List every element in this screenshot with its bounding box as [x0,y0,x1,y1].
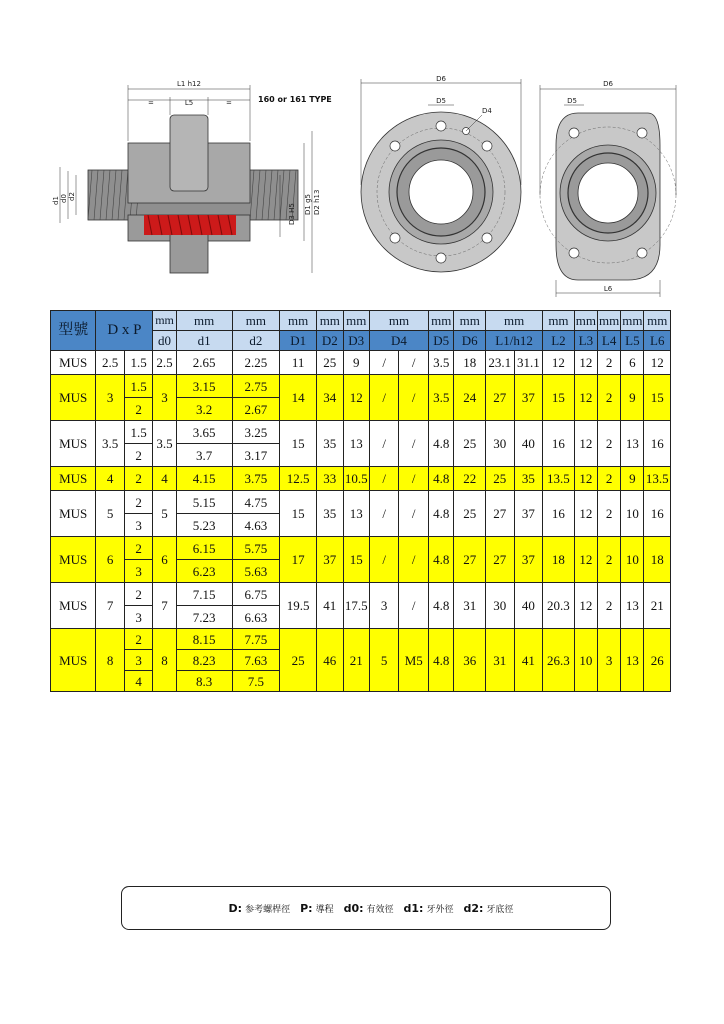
d1-cell: 5.23 [176,514,232,537]
pitch-cell: 3 [124,606,153,629]
d1-cell: 7.15 [176,583,232,606]
table-cell: 17.5 [343,583,369,629]
d0-cell: 5 [153,491,176,537]
table-cell: 9 [621,375,644,421]
spec-table [50,310,671,692]
table-cell: 10.5 [343,467,369,491]
table-cell: 16 [644,491,671,537]
d2-cell: 3.17 [232,444,280,467]
table-cell: 2 [598,583,621,629]
table-cell: 12 [574,491,597,537]
svg-text:=: = [148,99,154,107]
table-cell: 13 [621,583,644,629]
table-cell: 35 [514,467,543,491]
table-cell: / [369,537,399,583]
d1-cell: 8.23 [176,650,232,671]
legend-key: D: [228,901,243,915]
table-cell: 18 [454,351,486,375]
legend-text: 導程 [315,904,334,915]
l1-label: L1 h12 [177,80,201,88]
table-cell: 21 [343,629,369,692]
d2-cell: 6.75 [232,583,280,606]
d0-cell: 8 [153,629,176,692]
table-row [51,375,671,398]
table-cell: 15 [543,375,575,421]
svg-text:L6: L6 [603,285,613,293]
model-cell: MUS [51,421,96,467]
table-header: 型號 D x P mm mm mm mm mm mm mm mm mm mm mm mm mm mm mm d0 d1 d2 D1 D2 D3 D4 D5 D6 L1/h12 L2 L3 L4 L5 L6 [51,311,671,351]
legend-text: 有效徑 [366,904,394,915]
table-cell: 12 [574,583,597,629]
table-cell: 4.8 [429,467,454,491]
table-cell: 24 [454,375,486,421]
table-cell: 41 [514,629,543,692]
d0-cell: 3.5 [153,421,176,467]
table-cell: 34 [317,375,343,421]
svg-text:D5: D5 [567,97,577,105]
d2-cell: 7.63 [232,650,280,671]
d2-cell: 5.75 [232,537,280,560]
d1-cell: 2.65 [176,351,232,375]
table-cell: 27 [486,491,515,537]
table-body [51,351,671,692]
table-cell: 17 [280,537,317,583]
table-cell: 15 [280,491,317,537]
table-cell: 37 [514,375,543,421]
svg-text:d1: d1 [52,196,60,205]
table-cell: 26 [644,629,671,692]
table-cell: / [399,467,429,491]
pitch-cell: 1.5 [124,421,153,444]
model-cell: MUS [51,583,96,629]
svg-text:=: = [226,99,232,107]
svg-text:d2: d2 [68,192,76,201]
svg-text:D1 g5: D1 g5 [304,194,312,215]
table-cell: 22 [454,467,486,491]
table-cell: / [399,375,429,421]
d2-cell: 4.63 [232,514,280,537]
table-cell: 12 [644,351,671,375]
svg-text:D4: D4 [482,107,492,115]
table-cell: 13 [621,421,644,467]
table-cell: 31 [454,583,486,629]
technical-drawings [48,75,678,303]
table-cell: 18 [644,537,671,583]
table-cell: 3.5 [429,351,454,375]
d2-cell: 6.63 [232,606,280,629]
header-dxp: D x P [96,311,153,351]
table-cell: / [369,467,399,491]
table-cell: 4.8 [429,583,454,629]
table-cell: 21 [644,583,671,629]
table-cell: 10 [621,537,644,583]
table-cell: 4.8 [429,421,454,467]
table-cell: 25 [280,629,317,692]
d1-cell: 3.7 [176,444,232,467]
table-cell: 12 [574,537,597,583]
svg-text:D6: D6 [603,80,613,88]
legend-key: d1: [403,901,424,915]
table-cell: 18 [543,537,575,583]
d1-cell: 3.2 [176,398,232,421]
table-cell: 9 [343,351,369,375]
diameter-cell: 7 [96,583,125,629]
table-cell: 9 [621,467,644,491]
legend-key: d2: [463,901,484,915]
table-cell: 27 [486,537,515,583]
legend-key: d0: [343,901,364,915]
table-cell: 30 [486,583,515,629]
table-cell: 15 [644,375,671,421]
table-cell: M5 [399,629,429,692]
type-label: 160 or 161 TYPE [258,95,332,104]
table-cell: 12 [574,375,597,421]
table-cell: 30 [486,421,515,467]
pitch-cell: 2 [124,629,153,650]
table-cell: 27 [486,375,515,421]
table-cell: 3.5 [429,375,454,421]
table-cell: 33 [317,467,343,491]
d2-cell: 4.75 [232,491,280,514]
d2-cell: 2.25 [232,351,280,375]
table-cell: 37 [514,537,543,583]
table-cell: 19.5 [280,583,317,629]
table-cell: 4.8 [429,537,454,583]
table-cell: / [399,537,429,583]
table-row [51,467,671,491]
pitch-cell: 1.5 [124,375,153,398]
model-cell: MUS [51,537,96,583]
table-cell: 10 [621,491,644,537]
d2-cell: 5.63 [232,560,280,583]
pitch-cell: 4 [124,671,153,692]
table-cell: 5 [369,629,399,692]
table-row [51,421,671,444]
pitch-cell: 2 [124,398,153,421]
pitch-cell: 3 [124,560,153,583]
d1-cell: 5.15 [176,491,232,514]
table-cell: 36 [454,629,486,692]
model-cell: MUS [51,375,96,421]
model-cell: MUS [51,467,96,491]
table-cell: 3 [369,583,399,629]
diameter-cell: 2.5 [96,351,125,375]
table-cell: 15 [343,537,369,583]
legend-key: P: [300,901,313,915]
table-cell: / [369,351,399,375]
d2-cell: 7.75 [232,629,280,650]
table-cell: 12.5 [280,467,317,491]
table-row [51,351,671,375]
d1-cell: 8.15 [176,629,232,650]
d0-cell: 3 [153,375,176,421]
table-cell: 3 [598,629,621,692]
table-cell: 12 [574,467,597,491]
table-cell: 2 [598,375,621,421]
table-cell: 12 [343,375,369,421]
table-cell: 16 [543,421,575,467]
table-row [51,537,671,560]
table-cell: / [399,491,429,537]
model-cell: MUS [51,351,96,375]
d1-cell: 3.65 [176,421,232,444]
diameter-cell: 6 [96,537,125,583]
header-model: 型號 [51,311,96,351]
table-cell: 25 [317,351,343,375]
table-row [51,491,671,514]
d2-cell: 2.67 [232,398,280,421]
table-cell: 16 [644,421,671,467]
table-cell: 11 [280,351,317,375]
table-cell: 25 [454,491,486,537]
table-cell: 27 [454,537,486,583]
table-cell: 35 [317,491,343,537]
pitch-cell: 2 [124,537,153,560]
table-cell: / [399,421,429,467]
table-row [51,583,671,606]
d2-cell: 2.75 [232,375,280,398]
table-cell: 25 [454,421,486,467]
table-cell: 4.8 [429,491,454,537]
d1-cell: 6.15 [176,537,232,560]
svg-text:d0: d0 [60,194,68,203]
table-cell: 25 [486,467,515,491]
pitch-cell: 3 [124,650,153,671]
d1-cell: 4.15 [176,467,232,491]
table-cell: 13 [343,491,369,537]
diameter-cell: 5 [96,491,125,537]
d2-cell: 3.75 [232,467,280,491]
table-cell: 13 [621,629,644,692]
table-cell: 2 [598,537,621,583]
table-cell: / [399,583,429,629]
table-cell: 20.3 [543,583,575,629]
model-cell: MUS [51,491,96,537]
table-cell: / [399,351,429,375]
table-cell: 2 [598,491,621,537]
front-view-drawing [361,75,521,272]
diameter-cell: 8 [96,629,125,692]
pitch-cell: 1.5 [124,351,153,375]
table-cell: 14 [280,375,317,421]
side-view-drawing [52,80,332,273]
pitch-cell: 2 [124,583,153,606]
diameter-cell: 3 [96,375,125,421]
table-cell: 6 [621,351,644,375]
diameter-cell: 4 [96,467,125,491]
table-cell: 12 [574,421,597,467]
table-cell: 35 [317,421,343,467]
table-cell: 23.1 [486,351,515,375]
table-cell: 4.8 [429,629,454,692]
table-cell: 46 [317,629,343,692]
d0-cell: 2.5 [153,351,176,375]
d0-cell: 4 [153,467,176,491]
pitch-cell: 2 [124,491,153,514]
table-cell: 40 [514,583,543,629]
rear-view-drawing [540,80,676,297]
table-row [51,629,671,650]
d2-cell: 7.5 [232,671,280,692]
table-cell: 13.5 [644,467,671,491]
pitch-cell: 2 [124,467,153,491]
table-cell: 37 [514,491,543,537]
table-cell: 2 [598,467,621,491]
legend-text: 参考螺桿徑 [245,904,291,915]
table-cell: 37 [317,537,343,583]
svg-text:D2 h13: D2 h13 [313,189,321,215]
model-cell: MUS [51,629,96,692]
legend-text: 牙底徑 [486,904,514,915]
table-cell: 15 [280,421,317,467]
table-cell: 31.1 [514,351,543,375]
table-cell: 10 [574,629,597,692]
table-cell: 13 [343,421,369,467]
l5-label: L5 [184,99,194,107]
d2-cell: 3.25 [232,421,280,444]
svg-text:D3 H5: D3 H5 [288,203,296,225]
diameter-cell: 3.5 [96,421,125,467]
pitch-cell: 3 [124,514,153,537]
pitch-cell: 2 [124,444,153,467]
d0-cell: 6 [153,537,176,583]
table-cell: 2 [598,351,621,375]
table-cell: 40 [514,421,543,467]
table-cell: 16 [543,491,575,537]
table-cell: / [369,421,399,467]
d1-cell: 7.23 [176,606,232,629]
d1-cell: 3.15 [176,375,232,398]
d1-cell: 8.3 [176,671,232,692]
table-cell: / [369,491,399,537]
table-cell: 2 [598,421,621,467]
table-cell: 26.3 [543,629,575,692]
legend-text: 牙外徑 [426,904,454,915]
d0-cell: 7 [153,583,176,629]
table-cell: 31 [486,629,515,692]
table-cell: / [369,375,399,421]
table-cell: 41 [317,583,343,629]
table-cell: 13.5 [543,467,575,491]
table-cell: 12 [543,351,575,375]
front-d6-label: D6 [436,75,446,83]
d1-cell: 6.23 [176,560,232,583]
svg-text:D5: D5 [436,97,446,105]
legend-box [121,886,611,930]
table-cell: 12 [574,351,597,375]
